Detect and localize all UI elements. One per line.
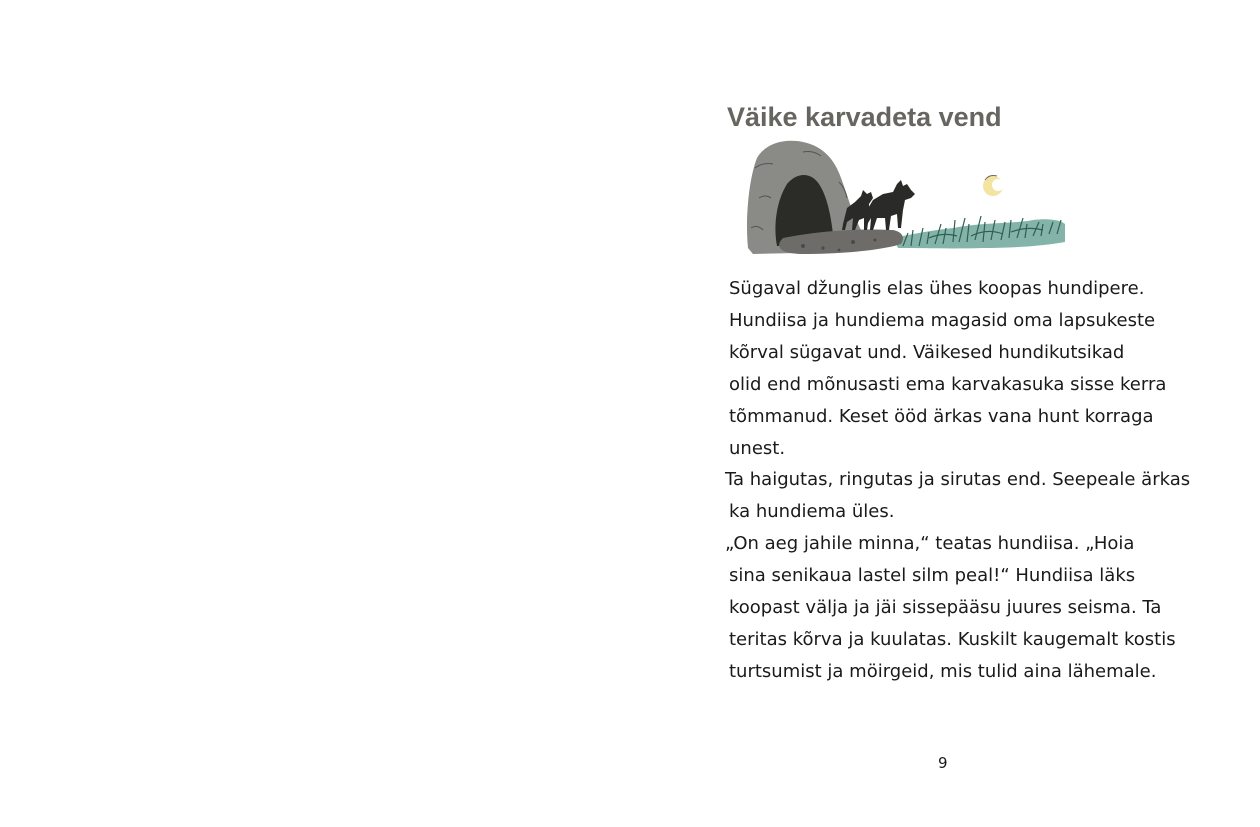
wolves-at-cave-illustration-icon [743, 138, 1073, 256]
page-number: 9 [938, 754, 948, 772]
right-page [630, 0, 1260, 827]
wolf-big [865, 180, 915, 230]
text-line: koopast välja ja jäi sissepääsu juures seisma. Ta [729, 597, 1162, 619]
text-line: Hundiisa ja hundiema magasid oma lapsukeste [729, 309, 1156, 331]
text-line: olid end mõnusasti ema karvakasuka sisse kerra [729, 373, 1167, 395]
text-line: teritas kõrva ja kuulatas. Kuskilt kaugemalt kostis [729, 628, 1176, 650]
chapter-body-text [725, 273, 1195, 688]
text-line: Ta haigutas, ringutas ja sirutas end. Seepeale ärkas [725, 469, 1191, 491]
text-line: sina senikaua lastel silm peal!“ Hundiisa läks [729, 565, 1136, 587]
text-line: unest. [729, 437, 786, 459]
moon-icon [983, 176, 1004, 197]
text-line: Sügaval džunglis elas ühes koopas hundipere. [729, 278, 1145, 299]
text-line: kõrval sügavat und. Väikesed hundikutsikad [729, 341, 1125, 363]
text-line: ka hundiema üles. [729, 501, 895, 523]
text-line: „On aeg jahile minna,“ teatas hundiisa. „Hoia [725, 533, 1135, 555]
text-line: turtsumist ja möirgeid, mis tulid aina lähemale. [729, 660, 1157, 682]
text-line: tõmmanud. Keset ööd ärkas vana hunt korraga [729, 405, 1154, 427]
chapter-title: Väike karvadeta vend [727, 102, 1002, 132]
